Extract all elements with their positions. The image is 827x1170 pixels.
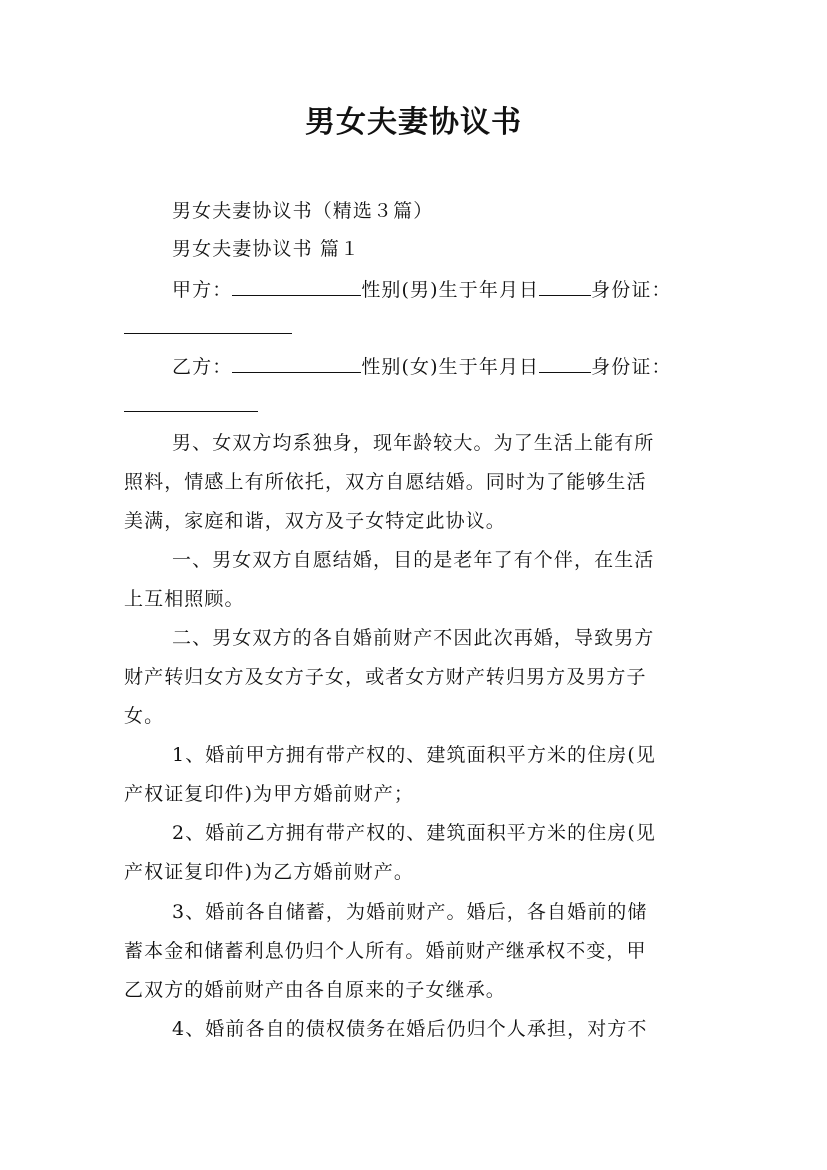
party-b-id-blank[interactable]: [124, 392, 258, 412]
body-line-16: 4、婚前各自的债权债务在婚后仍归个人承担，对方不: [172, 1018, 648, 1040]
body-line-14: 蓄本金和储蓄利息仍归个人所有。婚前财产继承权不变，甲: [124, 940, 647, 962]
body-line-1: 男、女双方均系独身，现年龄较大。为了生活上能有所: [172, 432, 655, 454]
body-line-12: 产权证复印件)为乙方婚前财产。: [124, 861, 414, 883]
body-line-10: 产权证复印件)为甲方婚前财产；: [124, 783, 414, 805]
party-a-id-blank[interactable]: [124, 314, 292, 334]
body-line-7: 财产转归女方及女方子女，或者女方财产转归男方及男方子: [124, 666, 647, 688]
body-line-2: 照料，情感上有所依托，双方自愿结婚。同时为了能够生活: [124, 471, 647, 493]
body-line-8: 女。: [124, 705, 165, 727]
body-line-15: 乙双方的婚前财产由各自原来的子女继承。: [124, 979, 506, 1001]
section-heading: 男女夫妻协议书 篇１: [172, 238, 361, 260]
party-a-id-label: 身份证：: [591, 279, 672, 301]
party-b-id-label: 身份证：: [591, 356, 672, 378]
party-b-date-blank[interactable]: [539, 353, 591, 373]
party-a-gender-birth: 性别(男)生于年月日: [361, 279, 540, 301]
party-a-id-blank-line: [124, 314, 704, 341]
body-line-13: 3、婚前各自储蓄，为婚前财产。婚后，各自婚前的储: [172, 901, 648, 923]
body-line-4: 一、男女双方自愿结婚，目的是老年了有个伴，在生活: [172, 549, 655, 571]
party-a-line: [172, 276, 752, 303]
document-subtitle: 男女夫妻协议书（精选３篇）: [172, 200, 434, 222]
party-b-id-blank-line: [124, 392, 704, 419]
party-b-line: [172, 353, 752, 380]
party-a-date-blank[interactable]: [539, 276, 591, 296]
party-a-name-blank[interactable]: [232, 276, 361, 296]
body-line-3: 美满，家庭和谐，双方及子女特定此协议。: [124, 510, 506, 532]
party-a-label: 甲方：: [172, 279, 233, 301]
document-title: 男女夫妻协议书: [305, 105, 522, 140]
body-line-6: 二、男女双方的各自婚前财产不因此次再婚，导致男方: [172, 627, 655, 649]
body-line-5: 上互相照顾。: [124, 588, 245, 610]
body-line-9: 1、婚前甲方拥有带产权的、建筑面积平方米的住房(见: [172, 744, 657, 766]
body-line-11: 2、婚前乙方拥有带产权的、建筑面积平方米的住房(见: [172, 822, 657, 844]
party-b-label: 乙方：: [172, 356, 233, 378]
party-b-gender-birth: 性别(女)生于年月日: [361, 356, 540, 378]
party-b-name-blank[interactable]: [232, 353, 361, 373]
